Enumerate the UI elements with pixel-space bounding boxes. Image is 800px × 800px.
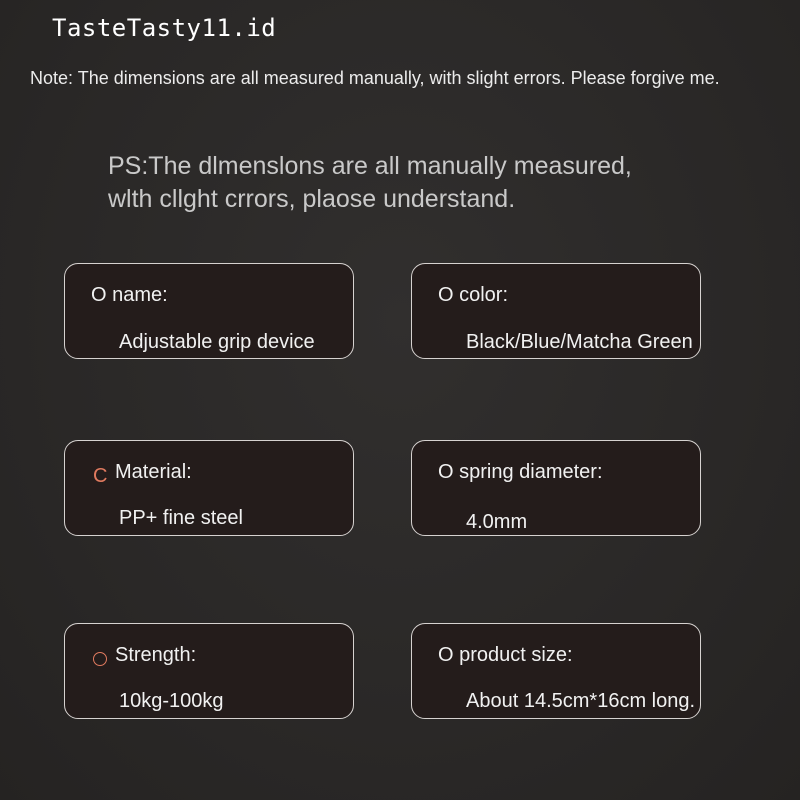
accent-c-glyph: C <box>93 465 108 487</box>
spec-card-name <box>64 263 354 359</box>
spec-card-spring-diameter <box>411 440 701 536</box>
spec-label-color: O color: <box>438 284 509 306</box>
dimension-note: Note: The dimensions are all measured manually, with slight errors. Please forgive me. <box>30 68 720 88</box>
spec-value-material: PP+ fine steel <box>119 507 243 529</box>
spec-label-material: Material: <box>115 461 192 483</box>
spec-card-color <box>411 263 701 359</box>
spec-value-name: Adjustable grip device <box>119 331 315 353</box>
circle-icon <box>93 652 107 666</box>
ps-line-1: PS:The dlmenslons are all manually measured, <box>108 152 632 180</box>
ps-line-2: wlth cllght crrors, plaose understand. <box>108 185 516 213</box>
spec-card-strength <box>64 623 354 719</box>
spec-value-product-size: About 14.5cm*16cm long. <box>466 690 696 712</box>
ps-note <box>108 150 708 216</box>
spec-value-strength: 10kg-100kg <box>119 690 224 712</box>
spec-value-color: Black/Blue/Matcha Green <box>466 331 693 353</box>
spec-label-product-size: O product size: <box>438 644 573 666</box>
spec-label-spring-diameter: O spring diameter: <box>438 461 603 483</box>
spec-label-strength: Strength: <box>115 644 197 666</box>
spec-label-name: O name: <box>91 284 168 306</box>
spec-value-spring-diameter: 4.0mm <box>466 511 528 533</box>
spec-card-product-size <box>411 623 701 719</box>
spec-card-material <box>64 440 354 536</box>
store-watermark: TasteTasty11.id <box>52 14 277 42</box>
